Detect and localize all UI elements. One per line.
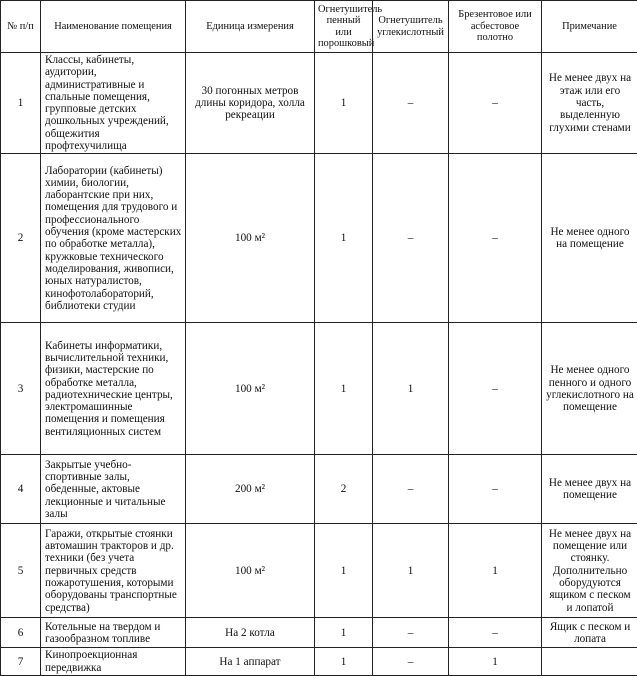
row-name: Лаборатории (кабинеты) химии, биологии, лаборантские при них, помещения для трудового и профессионального обучения (кроме мастерских по обработке металла), кружковые технического моделирования, живописи, юных натуралистов, кинофотолабораторий, библиотеки студии (41, 154, 186, 323)
row-co2: 1 (373, 524, 449, 618)
table-row (1, 154, 637, 323)
row-name: Классы, кабинеты, аудитории, административные и спальные помещения, групповые детских дошкольных учреждений, общежития профтехучилища (41, 53, 186, 154)
row-blanket: – (449, 53, 542, 154)
row-blanket: 1 (449, 524, 542, 618)
table-row (1, 53, 637, 154)
row-co2: – (373, 648, 449, 676)
header-note: Примечание (542, 1, 637, 53)
row-unit: 100 м² (186, 524, 315, 618)
table-row (1, 618, 637, 648)
row-co2: 1 (373, 323, 449, 455)
row-note: Не менее двух на помещение (542, 455, 637, 524)
row-co2: – (373, 455, 449, 524)
row-foam: 1 (315, 524, 373, 618)
row-foam: 1 (315, 618, 373, 648)
row-co2: – (373, 53, 449, 154)
row-blanket: 1 (449, 648, 542, 676)
row-name: Гаражи, открытые стоянки автомашин тракторов и др. техники (без учета первичных средств пожаротушения, которыми оборудованы транспортные средства) (41, 524, 186, 618)
header-name: Наименование помещения (41, 1, 186, 53)
row-note: Не менее двух на этаж или его часть, выделенную глухими стенами (542, 53, 637, 154)
row-name: Закрытые учебно-спортивные залы, обеденные, актовые лекционные и читальные залы (41, 455, 186, 524)
row-num: 6 (1, 618, 41, 648)
row-co2: – (373, 618, 449, 648)
table-row (1, 524, 637, 618)
row-name: Кабинеты информатики, вычислительной техники, физики, мастерские по обработке металла, радиотехнические центры, электромашинные помещения и помещения вентиляционных систем (41, 323, 186, 455)
row-num: 2 (1, 154, 41, 323)
row-foam: 1 (315, 323, 373, 455)
row-unit: 100 м² (186, 154, 315, 323)
row-name: Котельные на твердом и газообразном топливе (41, 618, 186, 648)
row-note: Не менее одного пенного и одного углекислотного на помещение (542, 323, 637, 455)
table-row (1, 648, 637, 676)
row-note: Не менее одного на помещение (542, 154, 637, 323)
row-num: 7 (1, 648, 41, 676)
row-blanket: – (449, 455, 542, 524)
row-unit: 30 погонных метров длины коридора, холла рекреации (186, 53, 315, 154)
row-note (542, 648, 637, 676)
row-blanket: – (449, 618, 542, 648)
row-unit: На 1 аппарат (186, 648, 315, 676)
row-unit: 200 м² (186, 455, 315, 524)
header-unit: Единица измерения (186, 1, 315, 53)
row-foam: 1 (315, 53, 373, 154)
table-row (1, 455, 637, 524)
row-num: 3 (1, 323, 41, 455)
row-blanket: – (449, 154, 542, 323)
table-row (1, 323, 637, 455)
header-foam: Огнетушитель пенный или порошковый (315, 1, 373, 53)
header-co2: Огнетушитель углекислотный (373, 1, 449, 53)
row-num: 1 (1, 53, 41, 154)
row-unit: На 2 котла (186, 618, 315, 648)
row-note: Ящик с песком и лопата (542, 618, 637, 648)
header-num: № п/п (1, 1, 41, 53)
header-row (1, 1, 637, 53)
row-num: 4 (1, 455, 41, 524)
row-note: Не менее двух на помещение или стоянку. Дополнительно оборудуются ящиком с песком и лопатой (542, 524, 637, 618)
row-blanket: – (449, 323, 542, 455)
row-unit: 100 м² (186, 323, 315, 455)
row-name: Кинопроекционная передвижка (41, 648, 186, 676)
row-foam: 1 (315, 648, 373, 676)
row-foam: 1 (315, 154, 373, 323)
header-blanket: Брезентовое или асбестовое полотно (449, 1, 542, 53)
row-num: 5 (1, 524, 41, 618)
row-co2: – (373, 154, 449, 323)
row-foam: 2 (315, 455, 373, 524)
